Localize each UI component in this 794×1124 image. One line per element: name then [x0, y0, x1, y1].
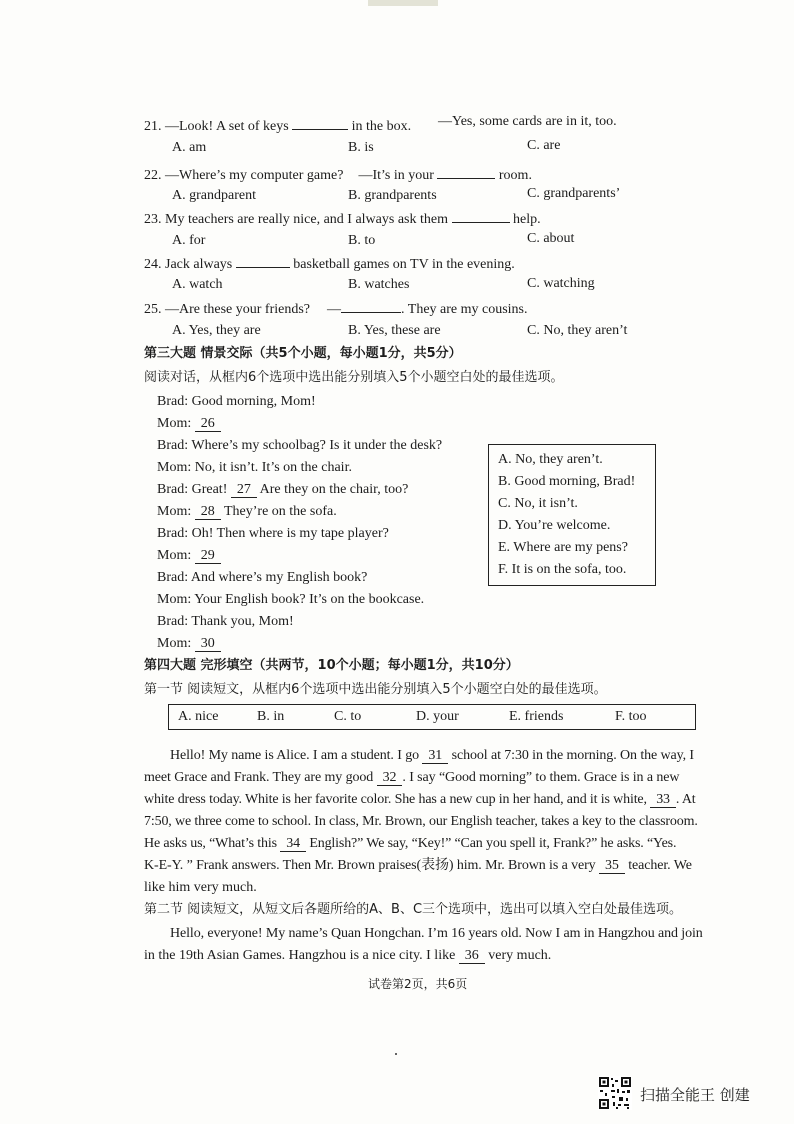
option-b: B. Yes, these are [348, 323, 441, 338]
question-text: —Look! A set of keys [165, 119, 289, 134]
question-24 [144, 253, 515, 274]
answer-blank: 36 [459, 948, 485, 964]
question-text: in the box. [351, 119, 412, 134]
question-text: help. [513, 212, 541, 227]
passage-line: K-E-Y. ” Frank answers. Then Mr. Brown praises(表扬) him. Mr. Brown is a very 35 teacher. We [144, 858, 692, 873]
question-text: —Yes, some cards are in it, too. [438, 114, 617, 129]
answer-blank: 32 [377, 770, 403, 786]
dialog-line: Mom: 30 [157, 635, 221, 653]
option-item: E. Where are my pens? [498, 540, 628, 555]
passage-line: Hello, everyone! My name’s Quan Hongchan. I’m 16 years old. Now I am in Hangzhou and join [170, 926, 703, 941]
passage-line: He asks us, “What’s this 34 English?” We say, “Key!” “Can you spell it, Frank?” he asks. “Yes. [144, 836, 677, 851]
answer-blank [292, 115, 348, 130]
dialog-line: Mom: 26 [157, 415, 221, 433]
option-c: C. are [527, 138, 561, 153]
word-option: F. too [615, 709, 647, 724]
option-b: B. is [348, 140, 374, 155]
answer-blank: 26 [195, 416, 221, 432]
question-25 [144, 298, 528, 319]
option-item: C. No, it isn’t. [498, 496, 578, 511]
option-b: B. grandparents [348, 188, 437, 203]
option-item: F. It is on the sofa, too. [498, 562, 627, 577]
passage-line: meet Grace and Frank. They are my good 32 . I say “Good morning” to them. Grace is in a new [144, 770, 680, 785]
speck [395, 1053, 397, 1055]
question-text: My teachers are really nice, and I always ask them [165, 212, 448, 227]
scanner-watermark: 扫描全能王 创建 [640, 1086, 750, 1104]
page-number: 试卷第2页，共6页 [368, 977, 468, 991]
question-text: —Where’s my computer game? [165, 168, 344, 183]
question-text: Jack always [165, 257, 233, 272]
word-option: B. in [257, 709, 285, 724]
scan-mark [368, 0, 438, 6]
answer-blank: 31 [422, 748, 448, 764]
answer-blank: 35 [599, 858, 625, 874]
option-c: C. watching [527, 276, 595, 291]
answer-blank: 28 [195, 504, 221, 520]
option-b: B. watches [348, 277, 410, 292]
answer-blank: 30 [195, 636, 221, 652]
dialog-line: Brad: And where’s my English book? [157, 570, 368, 585]
dialog-line: Mom: 29 [157, 547, 221, 565]
dialog-line: Brad: Great! 27 Are they on the chair, too? [157, 482, 409, 497]
option-item: B. Good morning, Brad! [498, 474, 636, 489]
section-3-title: 第三大题 情景交际（共5个小题，每小题1分，共5分） [144, 346, 462, 361]
passage-line: like him very much. [144, 880, 257, 895]
question-number: 24. [144, 257, 162, 272]
question-number: 23. [144, 212, 162, 227]
question-text: . They are my cousins. [401, 302, 528, 317]
answer-blank [341, 298, 401, 313]
option-a: A. watch [172, 277, 223, 292]
word-option: C. to [334, 709, 362, 724]
passage-line: white dress today. White is her favorite color. She has a new cup in her hand, and it is white, 33 . At [144, 792, 696, 807]
option-a: A. Yes, they are [172, 323, 261, 338]
question-text: room. [498, 168, 532, 183]
dialog-line: Brad: Oh! Then where is my tape player? [157, 526, 389, 541]
question-23 [144, 208, 541, 229]
passage-line: in the 19th Asian Games. Hangzhou is a nice city. I like 36 very much. [144, 948, 552, 963]
word-option: E. friends [509, 709, 564, 724]
option-c: C. No, they aren’t [527, 323, 628, 338]
option-item: D. You’re welcome. [498, 518, 611, 533]
question-text: —It’s in your [358, 168, 434, 183]
question-text: —Are these your friends? [165, 302, 311, 317]
word-option: D. your [416, 709, 459, 724]
question-number: 22. [144, 168, 162, 183]
passage-line: Hello! My name is Alice. I am a student. I go 31 school at 7:30 in the morning. On the way, I [170, 748, 694, 763]
word-option: A. nice [178, 709, 219, 724]
option-b: B. to [348, 233, 376, 248]
answer-blank: 27 [231, 482, 257, 498]
question-22 [144, 164, 532, 185]
dialog-line: Brad: Thank you, Mom! [157, 614, 294, 629]
dialog-line: Mom: 28 They’re on the sofa. [157, 504, 337, 519]
answer-blank [437, 164, 495, 179]
question-number: 21. [144, 119, 162, 134]
part-1-instructions: 第一节 阅读短文，从框内6个选项中选出能分别填入5个小题空白处的最佳选项。 [144, 682, 607, 697]
answer-blank [452, 208, 510, 223]
dialog-line: Mom: Your English book? It’s on the bookcase. [157, 592, 425, 607]
answer-blank [236, 253, 290, 268]
question-number: 25. [144, 302, 162, 317]
option-a: A. for [172, 233, 206, 248]
passage-line: 7:50, we three come to school. In class, Mr. Brown, our English teacher, takes a key to the classroom. [144, 814, 698, 829]
dialog-line: Brad: Good morning, Mom! [157, 394, 316, 409]
part-2-instructions: 第二节 阅读短文，从短文后各题所给的A、B、C三个选项中，选出可以填入空白处最佳选项。 [144, 902, 683, 917]
dialog-line: Brad: Where’s my schoolbag? Is it under the desk? [157, 438, 443, 453]
question-text: basketball games on TV in the evening. [293, 257, 515, 272]
option-c: C. grandparents’ [527, 186, 621, 201]
dialog-line: Mom: No, it isn’t. It’s on the chair. [157, 460, 352, 475]
section-4-title: 第四大题 完形填空（共两节，10个小题；每小题1分，共10分） [144, 658, 519, 673]
answer-blank: 34 [280, 836, 306, 852]
qr-code-icon [598, 1076, 632, 1110]
option-a: A. am [172, 140, 207, 155]
option-a: A. grandparent [172, 188, 256, 203]
answer-blank: 29 [195, 548, 221, 564]
section-3-instructions: 阅读对话，从框内6个选项中选出能分别填入5个小题空白处的最佳选项。 [144, 370, 564, 385]
option-item: A. No, they aren’t. [498, 452, 603, 467]
question-text: — [327, 302, 342, 317]
option-c: C. about [527, 231, 575, 246]
question-21 [144, 115, 411, 136]
answer-blank: 33 [650, 792, 676, 808]
